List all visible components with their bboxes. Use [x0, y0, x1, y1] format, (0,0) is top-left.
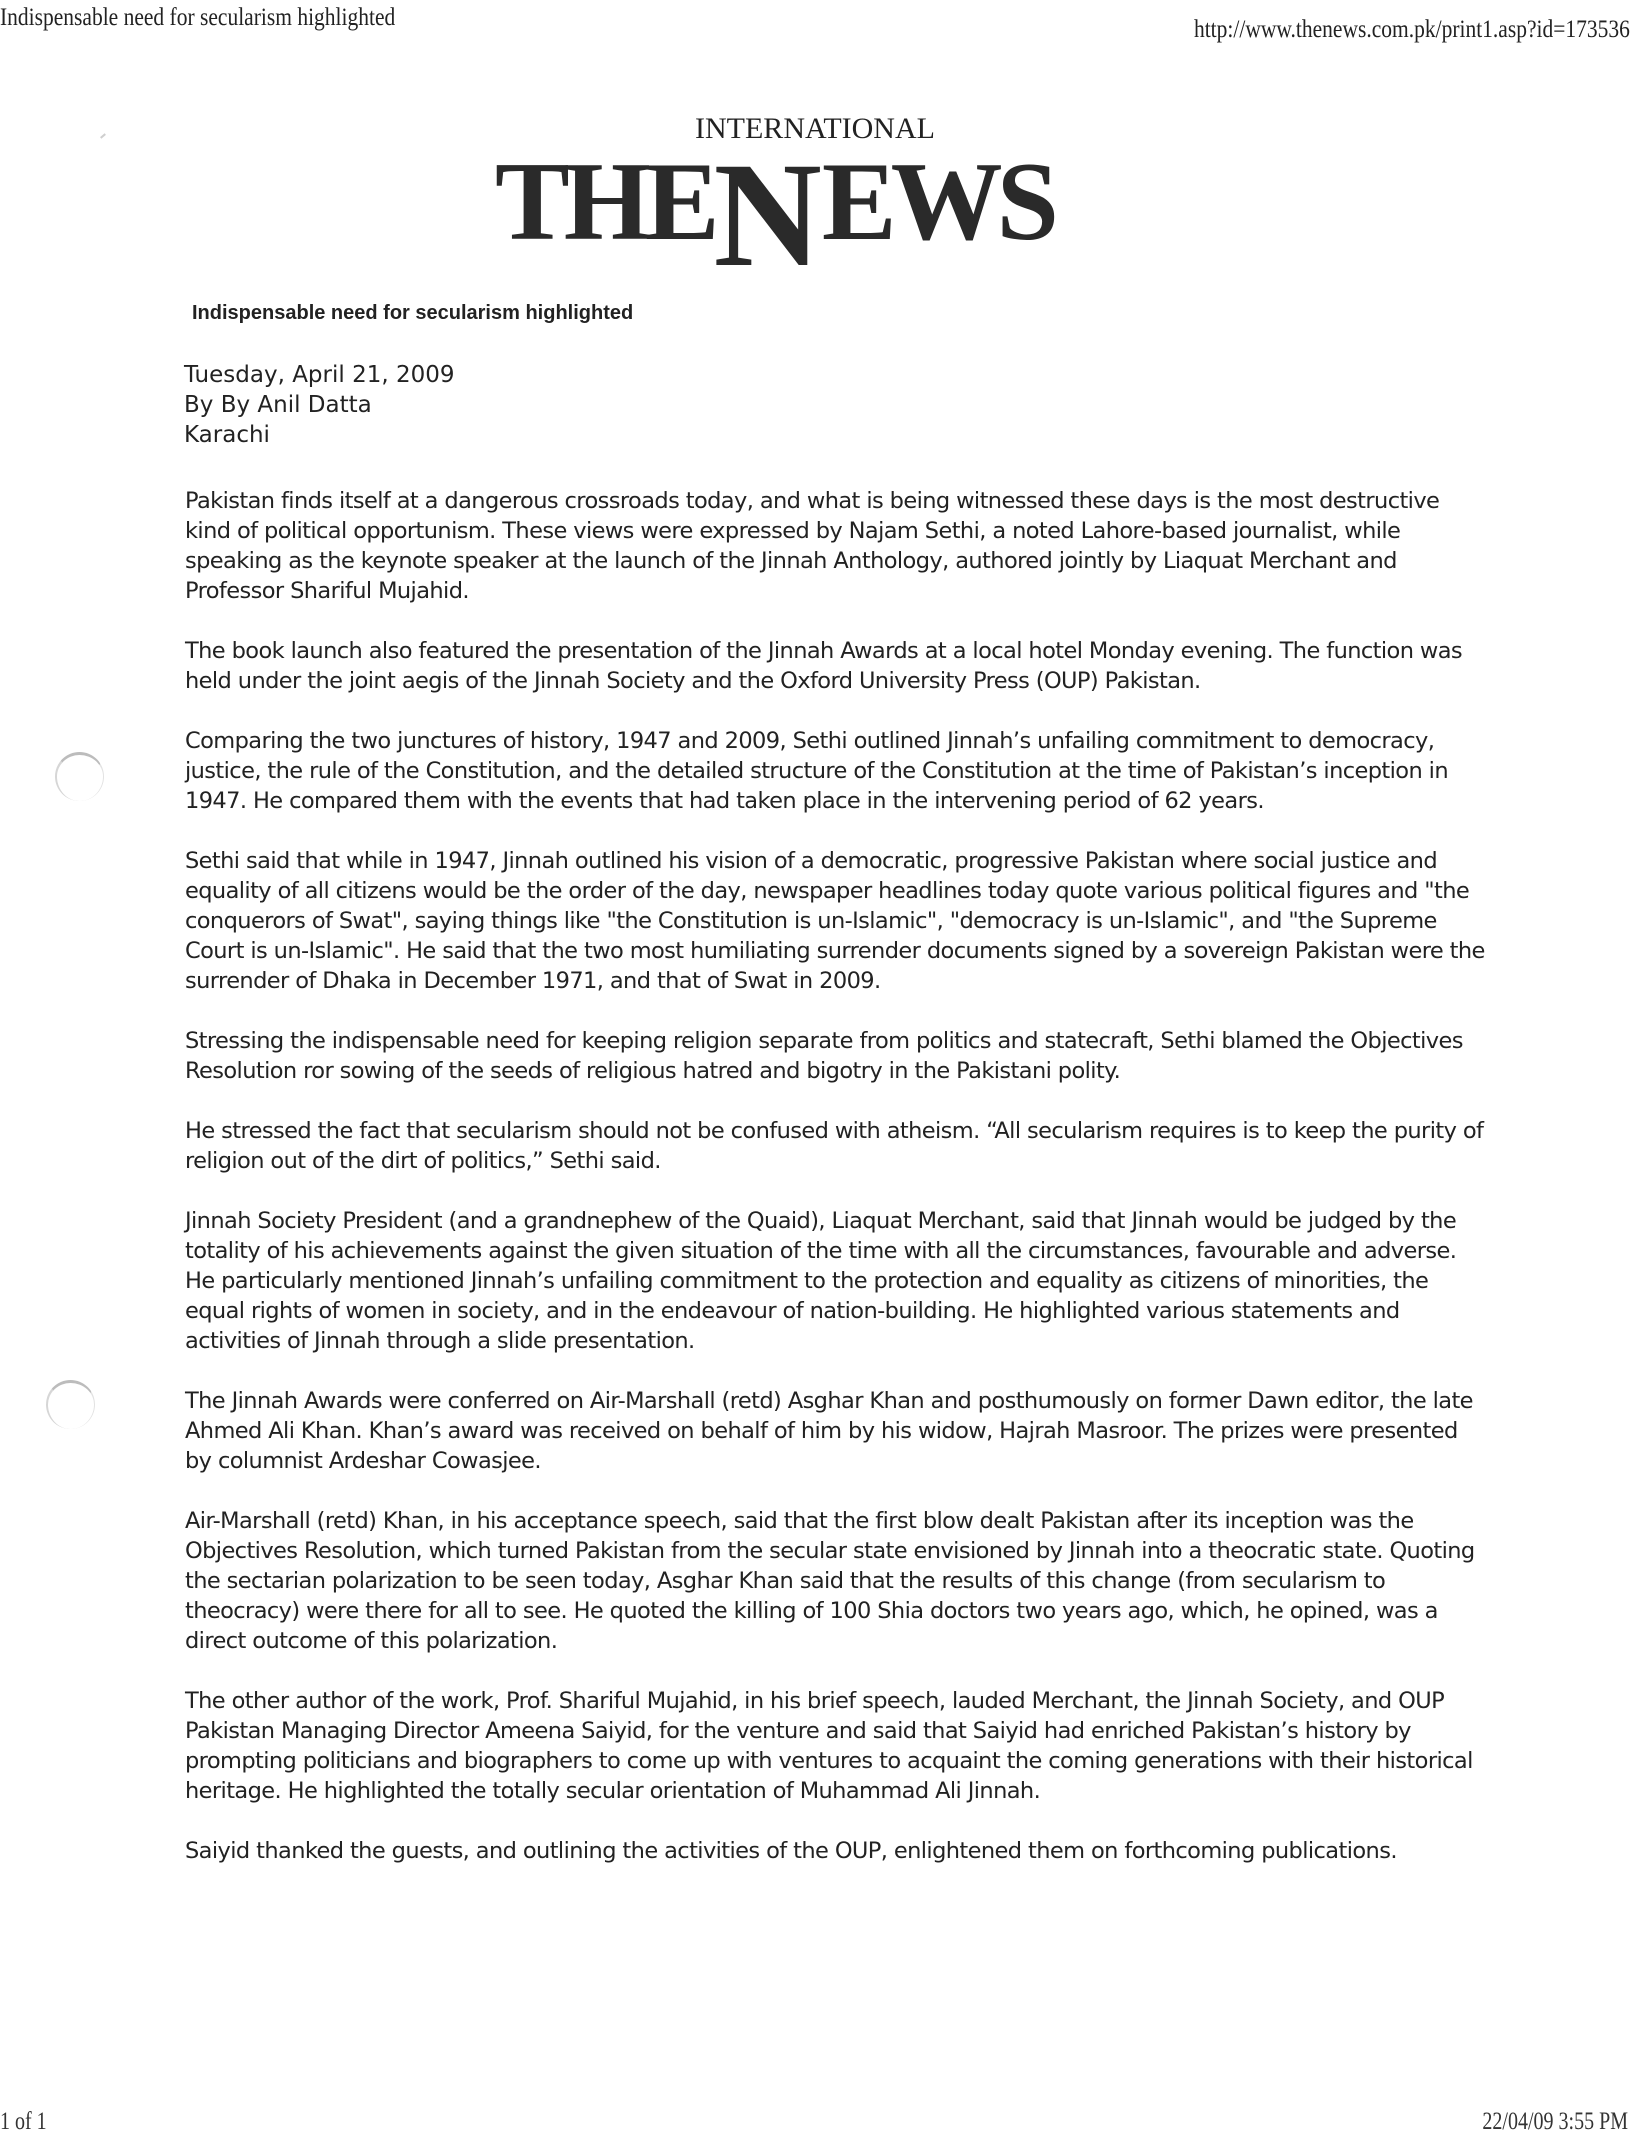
- article-paragraph: Jinnah Society President (and a grandnephew of the Quaid), Liaquat Merchant, said that Jinnah would be judged by the totality of his achievements against the given situation of the time with all the circumstances, favourable and adverse. He particularly mentioned Jinnah’s unfailing commitment to the protection and equality as citizens of minorities, the equal rights of women in society, and in the endeavour of nation-building. He highlighted various statements and activities of Jinnah through a slide presentation.: [185, 1208, 1457, 1354]
- article-paragraph: The Jinnah Awards were conferred on Air-Marshall (retd) Asghar Khan and posthumously on former Dawn editor, the late Ahmed Ali Khan. Khan’s award was received on behalf of him by his widow, Hajrah Masroor. The prizes were presented by columnist Ardeshar Cowasjee.: [185, 1388, 1473, 1474]
- scan-speck: [100, 133, 106, 138]
- article-headline: Indispensable need for secularism highlighted: [192, 302, 634, 324]
- print-footer-timestamp: 22/04/09 3:55 PM: [1482, 2108, 1628, 2135]
- print-header-url: http://www.thenews.com.pk/print1.asp?id=173536: [1194, 16, 1630, 43]
- logo-ews: EWS: [821, 140, 1053, 264]
- article-paragraph: Air-Marshall (retd) Khan, in his acceptance speech, said that the first blow dealt Pakistan after its inception was the Objectives Resolution, which turned Pakistan from the secular state envisioned by Jinnah into a theocratic state. Quoting the sectarian polarization to be seen today, Asghar Khan said that the results of this change (from secularism to theocracy) were there for all to see. He quoted the killing of 100 Shia doctors two years ago, which, he opined, was a direct outcome of this polarization.: [185, 1508, 1475, 1654]
- article-paragraph: The book launch also featured the presentation of the Jinnah Awards at a local hotel Monday evening. The function was held under the joint aegis of the Jinnah Society and the Oxford University Press (OUP) Pakistan.: [185, 638, 1463, 694]
- article-location: Karachi: [184, 422, 270, 448]
- article-paragraph: The other author of the work, Prof. Shariful Mujahid, in his brief speech, lauded Merchant, the Jinnah Society, and OUP Pakistan Managing Director Ameena Saiyid, for the venture and said that Saiyid had enriched Pakistan’s history by prompting politicians and biographers to come up with ventures to acquaint the coming generations with their historical heritage. He highlighted the totally secular orientation of Muhammad Ali Jinnah.: [185, 1688, 1473, 1804]
- print-header-title: Indispensable need for secularism highlighted: [0, 4, 396, 31]
- print-footer-page: 1 of 1: [0, 2108, 47, 2135]
- hole-punch-mark: [46, 1380, 95, 1429]
- logo-wordmark: [495, 132, 1135, 298]
- hole-punch-mark: [55, 752, 104, 801]
- article-paragraph: Saiyid thanked the guests, and outlining the activities of the OUP, enlightened them on forthcoming publications.: [185, 1838, 1397, 1864]
- article-paragraph: Pakistan finds itself at a dangerous crossroads today, and what is being witnessed these days is the most destructive kind of political opportunism. These views were expressed by Najam Sethi, a noted Lahore-based journalist, while speaking as the keynote speaker at the launch of the Jinnah Anthology, authored jointly by Liaquat Merchant and Professor Shariful Mujahid.: [185, 488, 1440, 604]
- article-paragraph: Comparing the two junctures of history, 1947 and 2009, Sethi outlined Jinnah’s unfailing commitment to democracy, justice, the rule of the Constitution, and the detailed structure of the Constitution at the time of Pakistan’s inception in 1947. He compared them with the events that had taken place in the intervening period of 62 years.: [185, 728, 1448, 814]
- article-byline: By By Anil Datta: [184, 392, 372, 418]
- article-date: Tuesday, April 21, 2009: [184, 362, 455, 388]
- logo-international: INTERNATIONAL: [695, 112, 935, 145]
- article-paragraph: Sethi said that while in 1947, Jinnah outlined his vision of a democratic, progressive Pakistan where social justice and equality of all citizens would be the order of the day, newspaper headlines today quote various political figures and "the conquerors of Swat", saying things like "the Constitution is un-Islamic", "democracy is un-Islamic", and "the Supreme Court is un-Islamic". He said that the two most humiliating surrender documents signed by a sovereign Pakistan were the surrender of Dhaka in December 1971, and that of Swat in 2009.: [185, 848, 1485, 994]
- article-paragraph: Stressing the indispensable need for keeping religion separate from politics and statecraft, Sethi blamed the Objectives Resolution ror sowing of the seeds of religious hatred and bigotry in the Pakistani polity.: [185, 1028, 1463, 1084]
- article-paragraph: He stressed the fact that secularism should not be confused with atheism. “All secularism requires is to keep the purity of religion out of the dirt of politics,” Sethi said.: [185, 1118, 1484, 1174]
- masthead-logo: [495, 112, 1135, 297]
- logo-the: THE: [495, 140, 714, 264]
- logo-n: N: [713, 132, 822, 298]
- article-body: [185, 486, 1485, 1896]
- article-meta: [184, 360, 455, 450]
